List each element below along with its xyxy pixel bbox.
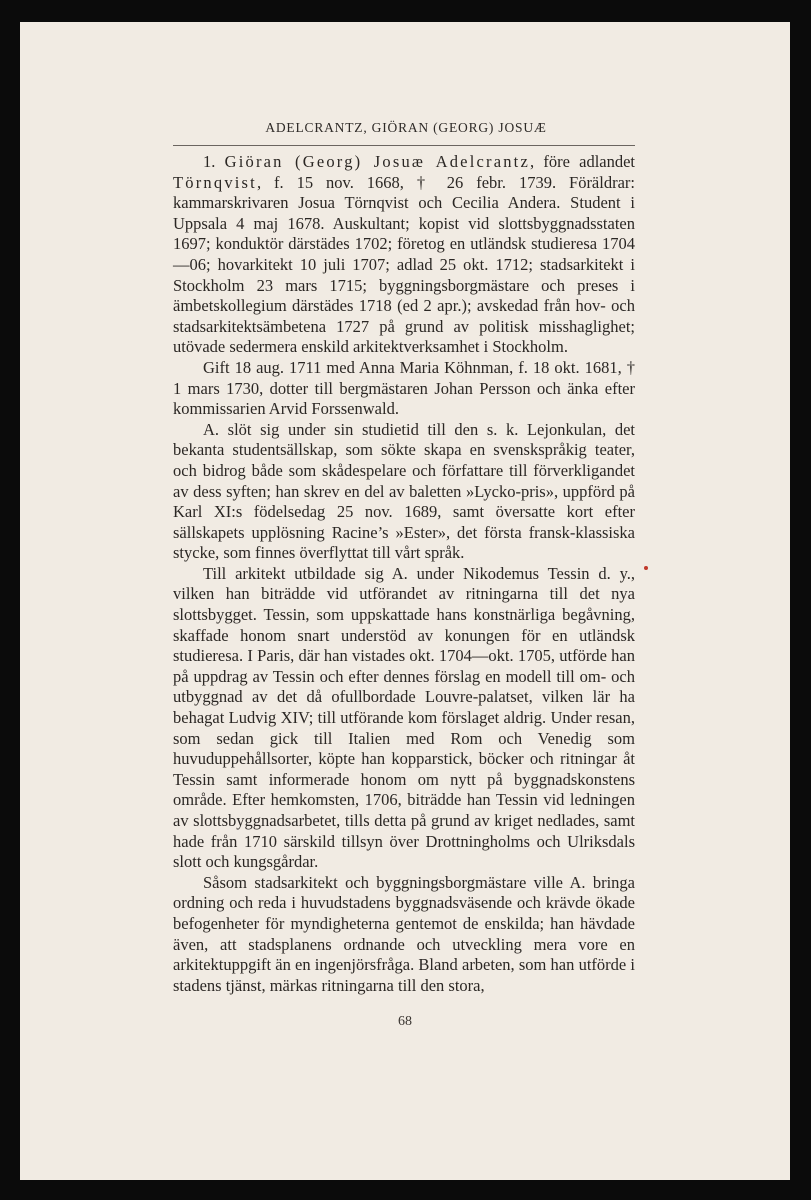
paragraph-city-architect: Såsom stadsarkitekt och byggningsborgmästare ville A. bringa ordning och reda i huvudstadens byggnadsväsende och krävde ökade befogenheter för myndigheterna gentemot de enskilda; han hävdade även, att stadsplanens ordnande och utveckling mera vore en arkitektuppgift än en ingenjörsfråga. Bland arbeten, som han utförde i stadens tjänst, märkas ritningarna till den stora,	[173, 872, 635, 995]
page-number: 68	[398, 1014, 412, 1029]
page-sheet	[20, 22, 790, 1180]
entry-name: Giöran (Georg) Josuæ Adelcrantz	[224, 152, 530, 171]
entry-number: 1.	[203, 152, 216, 171]
entry-before-name: , före adlandet	[530, 152, 636, 171]
paragraph-student-theatre: A. slöt sig under sin studietid till den s. k. Lejonkulan, det bekanta studentsällskap, som sökte skapa en svenskspråkig teater, och bidrog både som skådespelare och författare till förverkligandet av dess syften; han skrev en del av baletten »Lycko-pris», uppförd på Karl XI:s födelsedag 25 nov. 1689, samt översatte kort efter sällskapets upplösning Racine’s »Ester», det första fransk-klassiska stycke, som finnes överflyttat till vårt språk.	[173, 419, 635, 563]
running-header: ADELCRANTZ, GIÖRAN (GEORG) JOSUÆ	[265, 120, 547, 135]
article-body	[173, 152, 635, 996]
red-margin-mark	[644, 566, 648, 570]
entry-birth-name: Törnqvist	[173, 172, 257, 192]
header-rule	[173, 145, 635, 146]
entry-biography-text: , f. 15 nov. 1668, † 26 febr. 1739. Föräldrar: kammarskrivaren Josua Törnqvist och Cecilia Andera. Student i Uppsala 4 maj 1678. Auskultant; kopist vid slottsbyggnadsstaten 1697; konduktör därstädes 1702; företog en utländsk studieresa 1704—06; hovarkitekt 10 juli 1707; adlad 25 okt. 1712; stadsarkitekt i Stockholm 23 mars 1715; byggningsborgmästare och preses i ämbetskollegium därstädes 1718 (ed 2 apr.); avskedad från hov- och stadsarkitektsämbetena 1727 på grund av politisk misshaglighet; utövade sedermera enskild arkitektverksamhet i Stockholm.	[173, 172, 635, 357]
paragraph-biography	[173, 152, 635, 358]
paragraph-architect-training: Till arkitekt utbildade sig A. under Nikodemus Tessin d. y., vilken han biträdde vid utförandet av ritningarna till det nya slottsbygget. Tessin, som uppskattade hans konstnärliga begåvning, skaffade honom snart understöd av konungen för en utländsk studieresa. I Paris, där han vistades okt. 1704—okt. 1705, utförde han på uppdrag av Tessin och efter dennes förslag en modell till om- och utbyggnad av det då ofullbordade Louvre-palatset, vilken lär ha behagat Ludvig XIV; till utförande kom förslaget aldrig. Under resan, som sedan gick till Italien med Rom och Venedig som huvuduppehållsorter, köpte han kopparstick, böcker och ritningar åt Tessin samt informerade honom om nytt på byggnadskonstens område. Efter hemkomsten, 1706, biträdde han Tessin vid ledningen av slottsbyggnadsarbetet, tills detta på grund av kriget nedlades, samt hade från 1710 särskild tillsyn över Drottningholms och Ulriksdals slott och kungsgårdar.	[173, 563, 635, 872]
paragraph-marriage: Gift 18 aug. 1711 med Anna Maria Köhnman, f. 18 okt. 1681, † 1 mars 1730, dotter till bergmästaren Johan Persson och änka efter kommissarien Arvid Forssenwald.	[173, 357, 635, 419]
